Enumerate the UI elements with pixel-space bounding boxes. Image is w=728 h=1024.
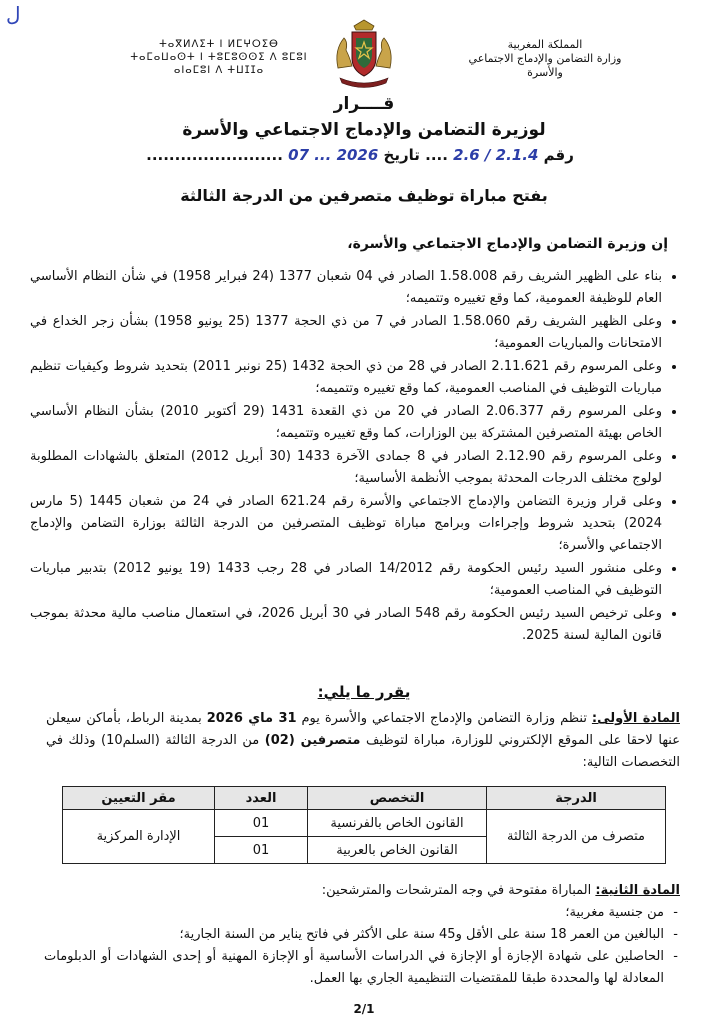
document-title: قــــرار <box>333 94 395 114</box>
article-1 <box>46 708 680 774</box>
coat-of-arms-icon <box>328 18 400 90</box>
ministry-name-line-1: وزارة التضامن والإدماج الاجتماعي <box>468 52 622 65</box>
table-row <box>63 810 666 837</box>
cell-grade: متصرف من الدرجة الثالثة <box>487 810 666 864</box>
page-number: 2/1 <box>353 1002 375 1016</box>
cell-location: الإدارة المركزية <box>63 810 215 864</box>
handwritten-mark: ل <box>6 2 21 26</box>
col-grade: الدرجة <box>487 787 666 810</box>
recital-item: • وعلى المرسوم رقم 2.12.90 الصادر في 8 جمادى الآخرة 1433 (30 أبريل 2012) المتعلق بالشهادات المطلوبة لولوج مختلف الدرجات المحدثة بموجب الأنظمة الأساسية؛ <box>30 446 662 490</box>
posts-count: متصرفين (02) <box>264 733 361 748</box>
issuer: لوزيرة التضامن والإدماج الاجتماعي والأسرة <box>182 120 546 140</box>
cell-specialty: القانون الخاص بالفرنسية <box>308 810 487 837</box>
col-specialty: التخصص <box>308 787 487 810</box>
condition-item: - الحاصلين على شهادة الإجازة أو الإجازة في الدراسات الأساسية أو الإجازة المهنية أو إحدى الشهادات أو الدبلومات المعادلة لها والمحددة طبقا للمقتضيات التنظيمية الجاري بها العمل. <box>44 946 664 990</box>
kingdom-name: المملكة المغربية <box>507 38 583 51</box>
recital-item: • بناء على الظهير الشريف رقم 1.58.008 الصادر في 04 شعبان 1377 (24 فبراير 1958) في شأن النظام الأساسي العام للوظيفة العمومية، كما وقع تغييره وتتميمه؛ <box>30 266 662 310</box>
ministry-name-line-2: والأسرة <box>527 66 563 79</box>
article-1-label: المادة الأولى: <box>591 711 680 726</box>
condition-item: - البالغين من العمر 18 سنة على الأقل و45 سنة على الأكثر في فاتح يناير من السنة الجارية؛ <box>44 924 664 946</box>
tifinagh-line-1: ⵜⴰⴳⵍⴷⵉⵜ ⵏ ⵍⵎⵖⵔⵉⴱ <box>159 39 279 50</box>
cell-specialty: القانون الخاص بالعربية <box>308 837 487 864</box>
article-2-label: المادة الثانية: <box>595 883 680 898</box>
recital-item: • وعلى المرسوم رقم 2.06.377 الصادر في 20 من ذي القعدة 1431 (29 أكتوبر 2010) بشأن النظام الأساسي الخاص بهيئة المتصرفين المشتركة بين الوزارات، كما وقع تغييره وتتميمه؛ <box>30 401 662 445</box>
cell-count: 01 <box>215 837 308 864</box>
exam-date: 31 ماي 2026 <box>206 711 297 726</box>
col-location: مقر التعيين <box>63 787 215 810</box>
cell-count: 01 <box>215 810 308 837</box>
subject: بفتح مباراة توظيف متصرفين من الدرجة الثالثة <box>180 186 548 205</box>
article-2 <box>46 880 680 902</box>
date-value: 2026 ... 07 <box>288 146 379 164</box>
tifinagh-line-2: ⵜⴰⵎⴰⵡⴰⵙⵜ ⵏ ⵜⵓⵎⵓⵙⵙⵉ ⴷ ⵓⵎⵓⵏ <box>130 52 308 63</box>
posts-table <box>62 786 666 864</box>
col-count: العدد <box>215 787 308 810</box>
recital-item: • وعلى المرسوم رقم 2.11.621 الصادر في 28 من ذي الحجة 1432 (25 نونبر 2011) بتحديد شروط وكيفيات تنظيم مباريات التوظيف في المناصب العمومية، كما وقع تغييره وتتميمه؛ <box>30 356 662 400</box>
number-label: رقم <box>543 146 574 164</box>
article-1-text-3: من الدرجة الثالثة (السلم10) وذلك في التخصصات التالية: <box>46 733 680 770</box>
header-arabic <box>420 38 670 80</box>
date-dots: ........................ <box>146 146 283 164</box>
decides-heading: يقرر ما يلي: <box>317 683 411 701</box>
article-2-text: المباراة مفتوحة في وجه المترشحات والمترشحين: <box>321 883 596 898</box>
date-label: تاريخ <box>383 146 420 164</box>
article-1-text-1: تنظم وزارة التضامن والإدماج الاجتماعي والأسرة يوم <box>296 711 592 726</box>
intro: إن وزيرة التضامن والإدماج الاجتماعي والأسرة، <box>347 236 668 252</box>
reference-line: رقم 2.1.4 / 2.6 .... تاريخ 2026 ... 07 ........................ <box>146 146 574 164</box>
conditions-list <box>44 902 680 990</box>
condition-item: - من جنسية مغربية؛ <box>44 902 664 924</box>
tifinagh-line-3: ⴰⵏⴰⵎⵓⵏ ⴷ ⵜⵡⵊⵊⴰ <box>173 65 265 76</box>
recital-item: • وعلى الظهير الشريف رقم 1.58.060 الصادر في 7 من ذي الحجة 1377 (25 يونيو 1958) بشأن زجر الخداع في الامتحانات والمباريات العمومية؛ <box>30 311 662 355</box>
number-value: 2.1.4 / 2.6 <box>453 146 539 164</box>
article-1-text-2: بمدينة الرباط، بأماكن سيعلن عنها لاحقا على الموقع الإلكتروني للوزارة، مباراة لتوظيف <box>46 711 680 748</box>
recitals-list <box>30 266 680 648</box>
recital-item: • وعلى منشور السيد رئيس الحكومة رقم 14/2012 الصادر في 28 رجب 1433 (19 يونيو 2012) بتدبير مباريات التوظيف في المناصب العمومية؛ <box>30 558 662 602</box>
recital-item: • وعلى قرار وزيرة التضامن والإدماج الاجتماعي والأسرة رقم 621.24 الصادر في 24 من شعبان 1445 (5 مارس 2024) بتحديد شروط وإجراءات وبرامج مباراة توظيف المتصرفين من الدرجة الثالثة بوزارة التضامن والإدماج الاجتماعي والأسرة؛ <box>30 491 662 557</box>
recital-item: • وعلى ترخيص السيد رئيس الحكومة رقم 548 الصادر في 30 أبريل 2026، في استعمال مناصب مالية محدثة بموجب قانون المالية لسنة 2025. <box>30 603 662 647</box>
header-tifinagh <box>104 38 334 77</box>
